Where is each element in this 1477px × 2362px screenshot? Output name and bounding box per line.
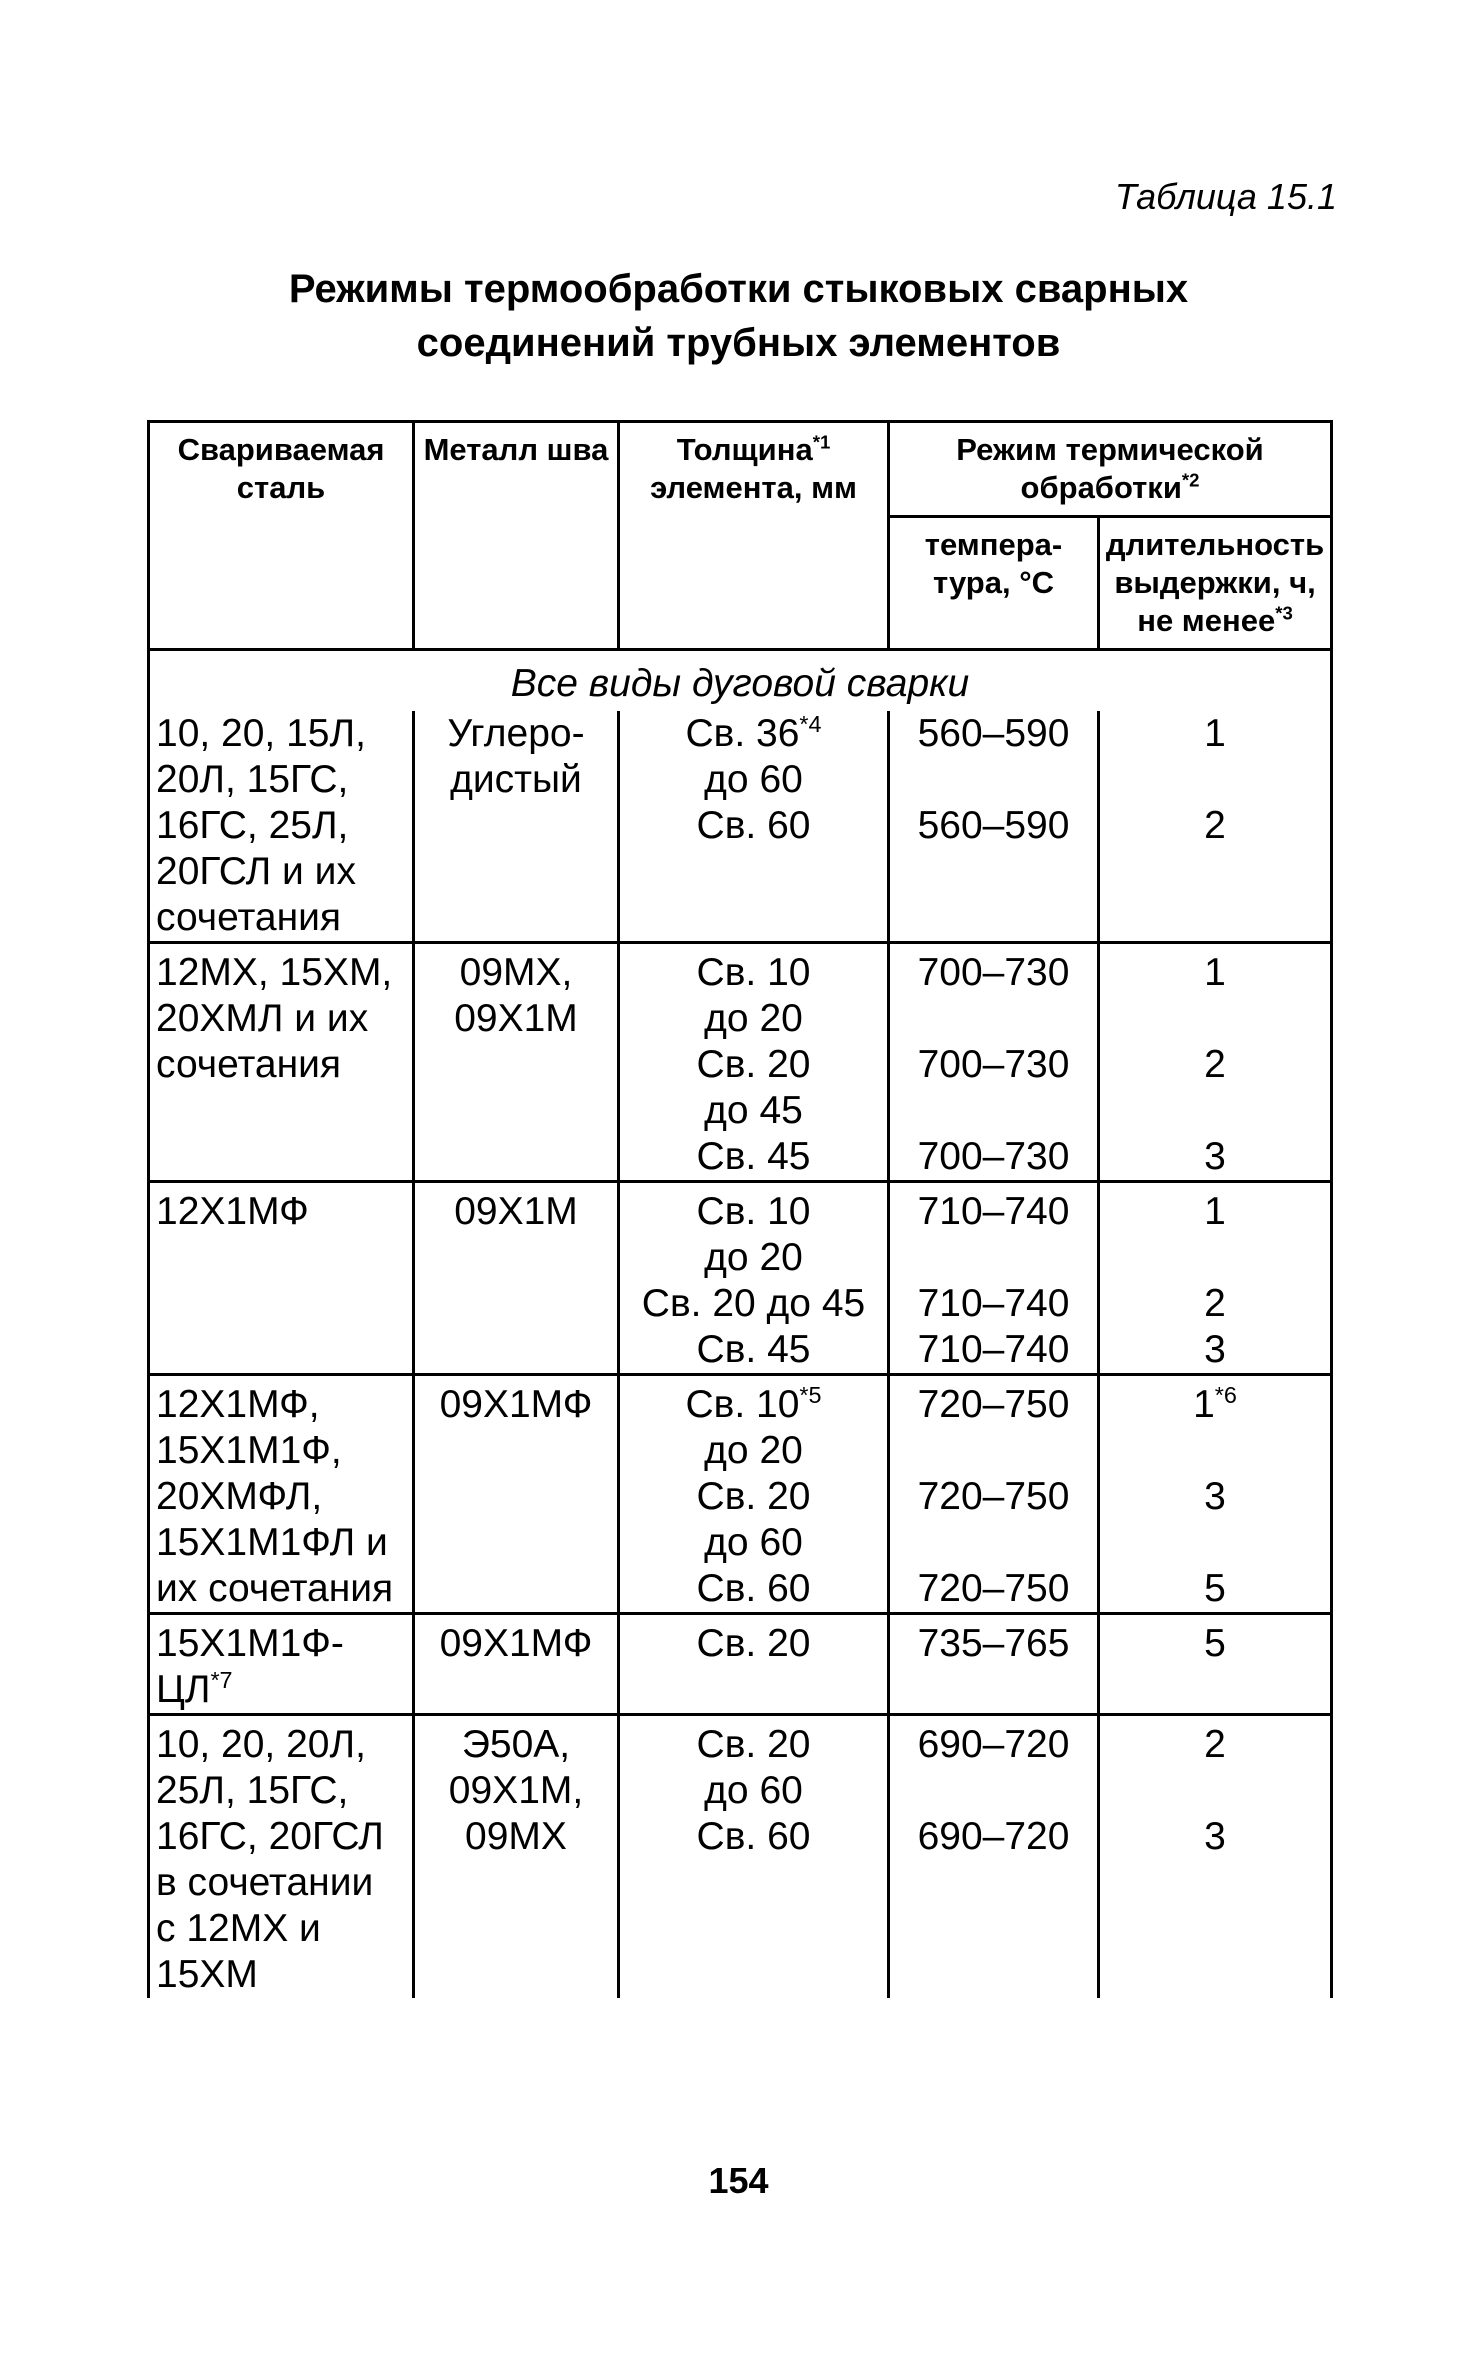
cell-weld-metal: [414, 1614, 619, 1715]
row-spacer: [892, 996, 1095, 1042]
row-spacer: [1102, 1520, 1328, 1566]
cell-steel: [149, 711, 414, 943]
thickness-line-with-note: [622, 1382, 885, 1428]
weld-metal-line: Углеро-: [447, 712, 585, 755]
temperature-value: 710–740: [917, 1282, 1070, 1325]
cell-temperature: [889, 1715, 1099, 1999]
table-row: [149, 1715, 1332, 1999]
cell-weld-metal: [414, 1375, 619, 1614]
duration-value: 2: [1204, 1723, 1226, 1766]
duration-value: 5: [1204, 1567, 1226, 1610]
duration-value: 3: [1204, 1328, 1226, 1371]
cell-weld-metal: [414, 1182, 619, 1375]
duration-value: 3: [1204, 1475, 1226, 1518]
thickness-line: Св. 10: [696, 1190, 811, 1233]
cell-temperature: [889, 943, 1099, 1182]
steel-line: 12Х1МФ,: [156, 1383, 320, 1426]
duration-value: 5: [1204, 1622, 1226, 1665]
cell-steel: [149, 943, 414, 1182]
temperature-value: 700–730: [917, 1043, 1070, 1086]
thickness-line: Св. 60: [696, 804, 811, 847]
row-spacer: [1102, 757, 1328, 803]
cell-weld-metal: [414, 1715, 619, 1999]
thickness-line: Св. 10: [685, 1383, 800, 1426]
steel-line: 25Л, 15ГС,: [156, 1769, 349, 1812]
row-spacer: [892, 1520, 1095, 1566]
table-row: [149, 943, 1332, 1182]
heat-treatment-table: [147, 420, 1333, 1998]
table-body: [149, 650, 1332, 1999]
temperature-value: 720–750: [917, 1475, 1070, 1518]
header-thickness: [619, 422, 889, 650]
thickness-line: до 20: [704, 1236, 803, 1279]
steel-line: 20Л, 15ГС,: [156, 758, 349, 801]
cell-steel: [149, 1375, 414, 1614]
steel-line: 10, 20, 15Л,: [156, 712, 366, 755]
header-mode-label: Режим термической обработки: [956, 432, 1264, 505]
duration-value: 2: [1204, 1043, 1226, 1086]
steel-line: 20ХМФЛ,: [156, 1475, 323, 1518]
cell-thickness: [619, 1614, 889, 1715]
cell-duration: [1099, 943, 1332, 1182]
temperature-value: 710–740: [917, 1328, 1070, 1371]
header-duration: [1099, 517, 1332, 650]
cell-steel: [149, 1182, 414, 1375]
steel-line: 10, 20, 20Л,: [156, 1723, 366, 1766]
duration-line-with-note: [1102, 1382, 1328, 1428]
steel-line: их сочетания: [156, 1567, 394, 1610]
row-spacer: [1102, 1428, 1328, 1474]
thickness-line: Св. 60: [696, 1567, 811, 1610]
steel-line: ЦЛ: [156, 1668, 211, 1711]
thickness-line: Св. 20: [696, 1475, 811, 1518]
temperature-value: 700–730: [917, 951, 1070, 994]
table-row: [149, 1375, 1332, 1614]
cell-weld-metal: [414, 711, 619, 943]
steel-line: 16ГС, 25Л,: [156, 804, 349, 847]
thickness-line: Св. 20: [696, 1622, 811, 1665]
thickness-line: Св. 36: [685, 712, 800, 755]
weld-metal-line: 09Х1М,: [448, 1769, 584, 1812]
header-thickness-unit: элемента, мм: [650, 470, 857, 505]
header-temperature: темпера-тура, °С: [889, 517, 1099, 650]
cell-duration: [1099, 711, 1332, 943]
cell-steel: [149, 1614, 414, 1715]
row-spacer: [1102, 1088, 1328, 1134]
cell-thickness: [619, 711, 889, 943]
duration-value: 1: [1193, 1383, 1215, 1426]
temperature-value: 720–750: [917, 1383, 1070, 1426]
duration-value: 3: [1204, 1135, 1226, 1178]
duration-value: 1: [1204, 712, 1226, 755]
steel-line: 15Х1М1ФЛ и: [156, 1521, 388, 1564]
steel-line: 15Х1М1Ф,: [156, 1429, 342, 1472]
steel-line: 15ХМ: [156, 1953, 258, 1996]
weld-metal-line: дистый: [450, 758, 582, 801]
steel-line: 15Х1М1Ф-: [156, 1622, 344, 1665]
header-mode: [889, 422, 1332, 517]
table-row: [149, 1614, 1332, 1715]
weld-metal-line: 09Х1М: [454, 997, 578, 1040]
footnote-marker: *6: [1214, 1382, 1237, 1408]
cell-temperature: [889, 1375, 1099, 1614]
table-row: [149, 711, 1332, 943]
temperature-value: 690–720: [917, 1723, 1070, 1766]
duration-value: 1: [1204, 1190, 1226, 1233]
footnote-marker: *3: [1275, 602, 1293, 624]
cell-duration: [1099, 1715, 1332, 1999]
row-spacer: [1102, 1768, 1328, 1814]
cell-thickness: [619, 1375, 889, 1614]
cell-temperature: [889, 711, 1099, 943]
cell-duration: [1099, 1614, 1332, 1715]
temperature-value: 560–590: [917, 712, 1070, 755]
table-title: [0, 262, 1477, 370]
thickness-line: Св. 20: [696, 1043, 811, 1086]
weld-metal-line: 09Х1М: [454, 1190, 578, 1233]
header-duration-label: длительность выдержки, ч, не менее: [1105, 527, 1325, 638]
weld-metal-line: 09Х1МФ: [439, 1383, 593, 1426]
row-spacer: [892, 1428, 1095, 1474]
temperature-value: 700–730: [917, 1135, 1070, 1178]
cell-thickness: [619, 1715, 889, 1999]
row-spacer: [892, 1768, 1095, 1814]
steel-line: 16ГС, 20ГСЛ: [156, 1815, 384, 1858]
footnote-marker: *7: [210, 1667, 233, 1693]
thickness-line-with-note: [622, 711, 885, 757]
row-spacer: [892, 1088, 1095, 1134]
table-caption: Таблица 15.1: [1114, 176, 1337, 217]
weld-metal-line: 09МХ,: [459, 951, 573, 994]
table-title-line-1: Режимы термообработки стыковых сварных: [288, 267, 1189, 311]
thickness-line: до 60: [704, 758, 803, 801]
duration-value: 2: [1204, 804, 1226, 847]
cell-thickness: [619, 1182, 889, 1375]
duration-value: 2: [1204, 1282, 1226, 1325]
steel-line-with-note: [156, 1667, 410, 1713]
cell-thickness: [619, 943, 889, 1182]
weld-metal-line: 09МХ: [465, 1815, 567, 1858]
steel-line: 12МХ, 15ХМ,: [156, 951, 393, 994]
footnote-marker: *4: [799, 711, 822, 737]
weld-metal-line: 09Х1МФ: [439, 1622, 593, 1665]
weld-metal-line: Э50А,: [461, 1723, 571, 1766]
page-number: 154: [708, 2160, 769, 2201]
temperature-value: 560–590: [917, 804, 1070, 847]
thickness-line: до 60: [704, 1769, 803, 1812]
cell-steel: [149, 1715, 414, 1999]
row-spacer: [1102, 996, 1328, 1042]
temperature-value: 735–765: [917, 1622, 1070, 1665]
steel-line: с 12МХ и: [156, 1907, 321, 1950]
table-title-line-2: соединений трубных элементов: [416, 321, 1061, 365]
section-label: Все виды дуговой сварки: [149, 650, 1332, 712]
cell-duration: [1099, 1375, 1332, 1614]
row-spacer: [892, 757, 1095, 803]
row-spacer: [892, 1235, 1095, 1281]
table-row: [149, 1182, 1332, 1375]
thickness-line: до 20: [704, 997, 803, 1040]
footnote-marker: *5: [799, 1382, 822, 1408]
header-steel: Свариваемая сталь: [149, 422, 414, 650]
steel-line: сочетания: [156, 896, 342, 939]
steel-line: сочетания: [156, 1043, 342, 1086]
temperature-value: 710–740: [917, 1190, 1070, 1233]
duration-value: 1: [1204, 951, 1226, 994]
thickness-line: Св. 20 до 45: [641, 1282, 866, 1325]
cell-temperature: [889, 1182, 1099, 1375]
thickness-line: Св. 45: [696, 1135, 811, 1178]
steel-line: 12Х1МФ: [156, 1190, 309, 1233]
thickness-line: Св. 10: [696, 951, 811, 994]
table-header: [149, 422, 1332, 650]
header-thickness-label: Толщина: [676, 432, 813, 467]
thickness-line: Св. 20: [696, 1723, 811, 1766]
row-spacer: [1102, 1235, 1328, 1281]
thickness-line: до 45: [704, 1089, 803, 1132]
section-row: [149, 650, 1332, 712]
thickness-line: до 60: [704, 1521, 803, 1564]
duration-value: 3: [1204, 1815, 1226, 1858]
header-weld-metal: Металл шва: [414, 422, 619, 650]
thickness-line: Св. 60: [696, 1815, 811, 1858]
cell-duration: [1099, 1182, 1332, 1375]
temperature-value: 720–750: [917, 1567, 1070, 1610]
cell-temperature: [889, 1614, 1099, 1715]
steel-line: 20ХМЛ и их: [156, 997, 369, 1040]
thickness-line: до 20: [704, 1429, 803, 1472]
steel-line: 20ГСЛ и их: [156, 850, 356, 893]
footnote-marker: *1: [812, 431, 831, 453]
footnote-marker: *2: [1181, 469, 1200, 491]
cell-weld-metal: [414, 943, 619, 1182]
temperature-value: 690–720: [917, 1815, 1070, 1858]
thickness-line: Св. 45: [696, 1328, 811, 1371]
steel-line: в сочетании: [156, 1861, 374, 1904]
